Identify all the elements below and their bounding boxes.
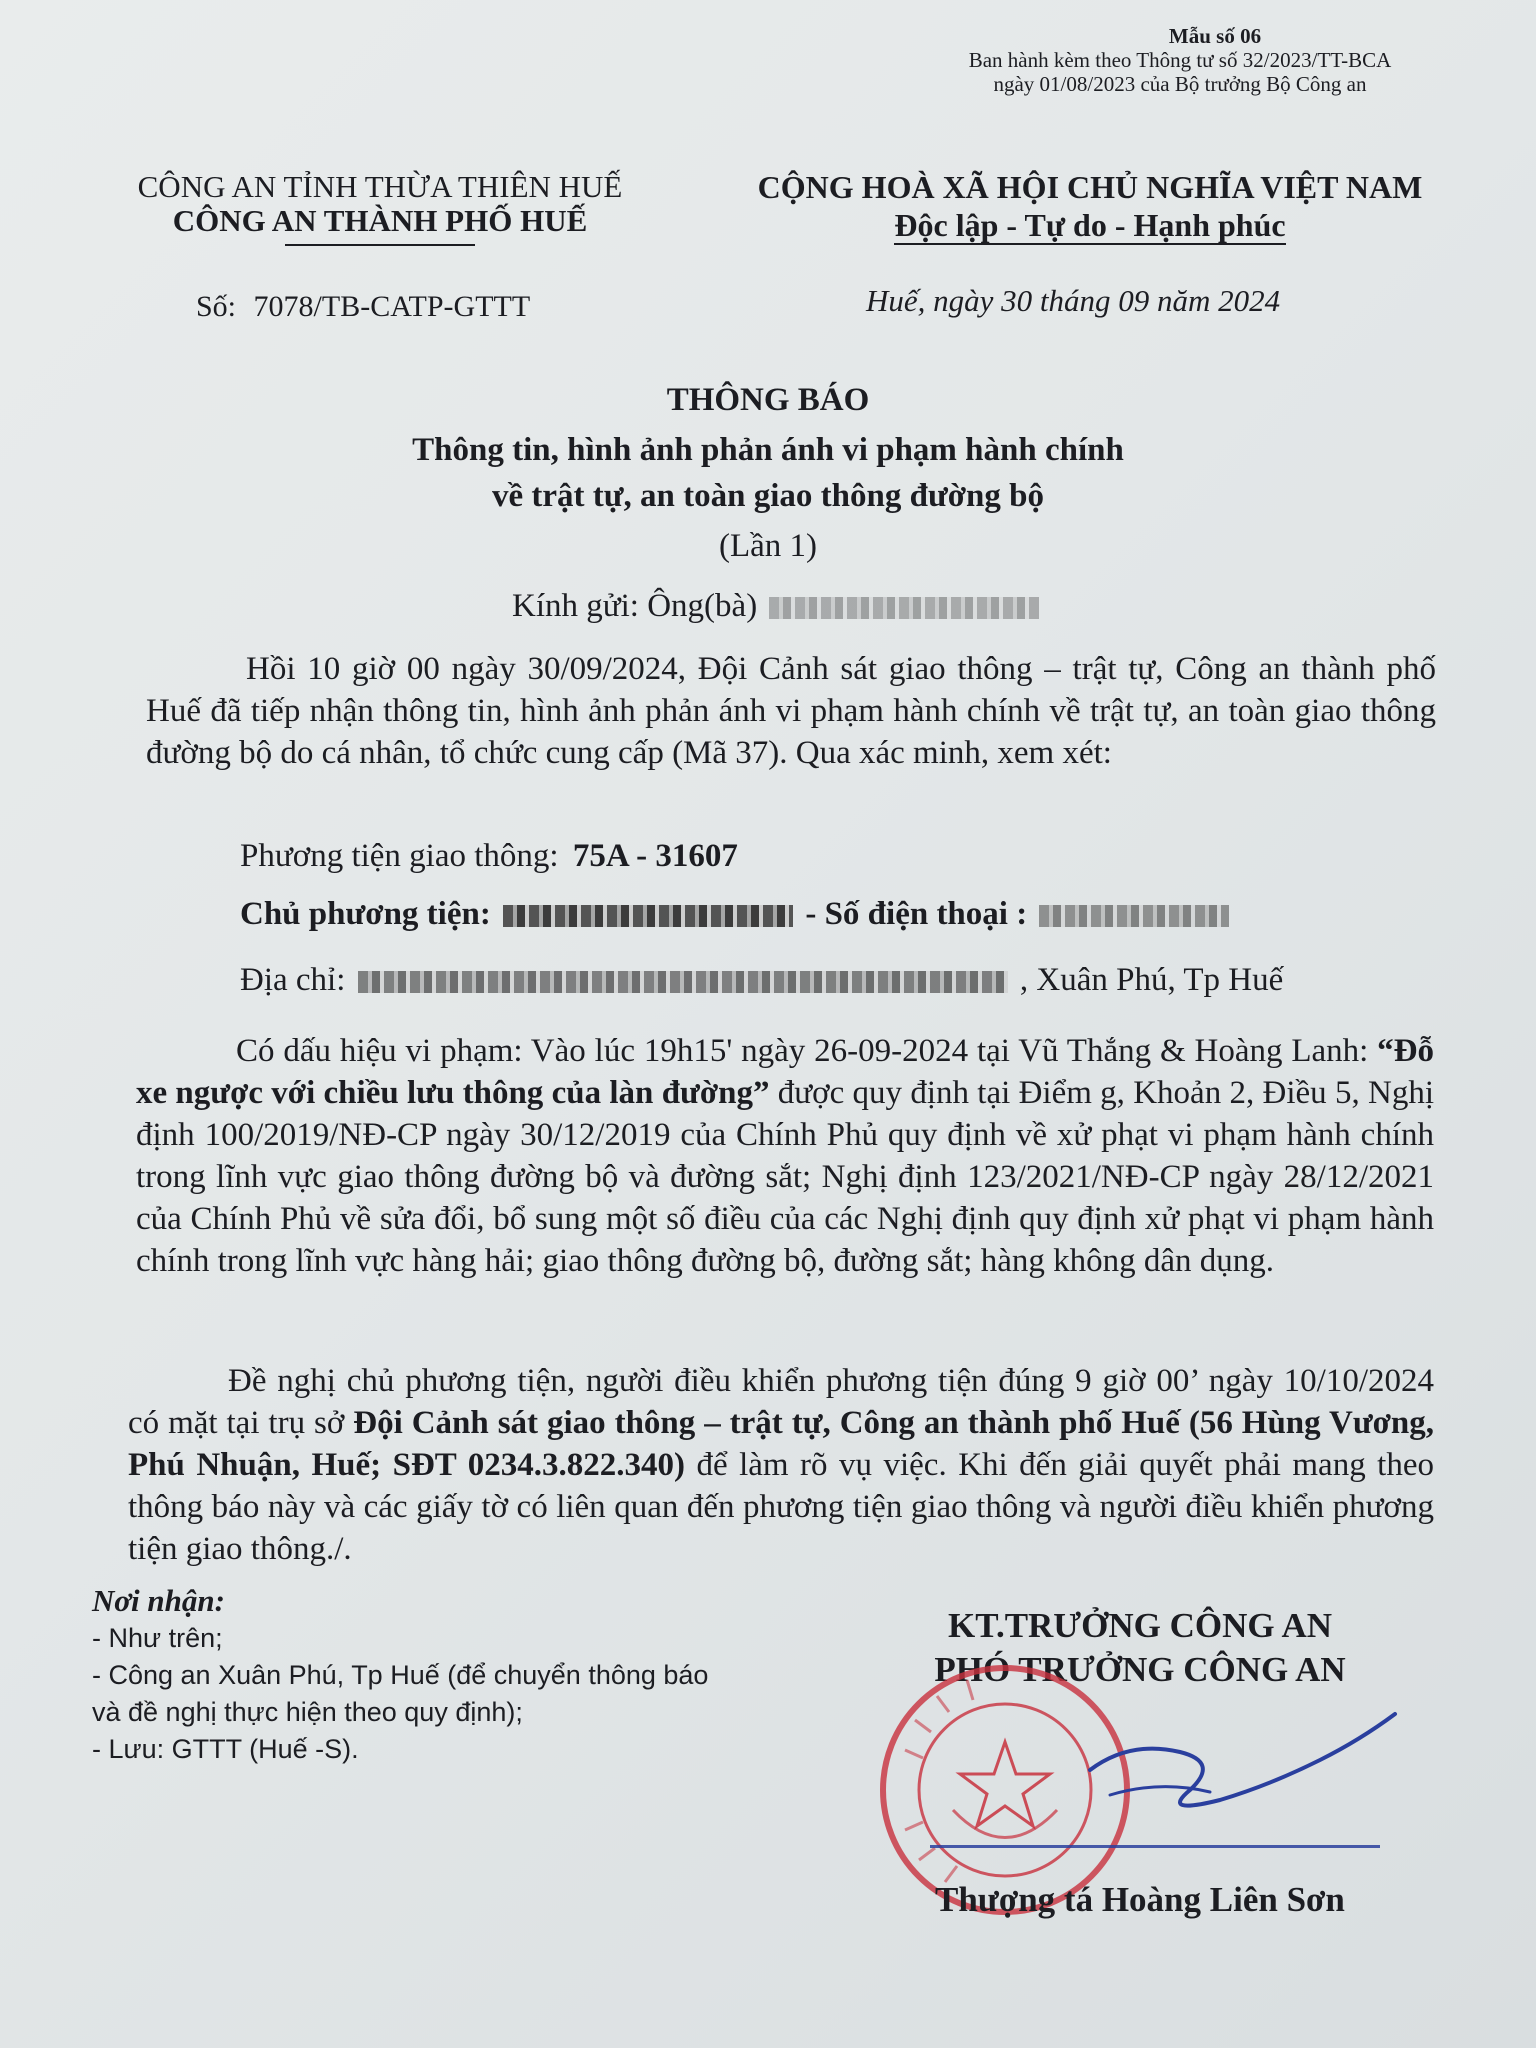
redacted-phone — [1039, 905, 1229, 927]
request-place: Đội Cảnh sát giao thông – trật tự, Công an thành phố Huế (56 Hùng Vương, Phú Nhuận, Huế; SĐT 0234.3.822.340) — [128, 1405, 1435, 1483]
agency-name: CÔNG AN THÀNH PHỐ HUẾ — [172, 203, 588, 238]
address-label: Địa chỉ: — [240, 962, 346, 998]
title-block — [0, 377, 1536, 569]
document-number-value: 7078/TB-CATP-GTTT — [253, 290, 531, 323]
document-date: Huế, ngày 30 tháng 09 năm 2024 — [866, 283, 1281, 318]
owner-label: Chủ phương tiện: — [240, 896, 491, 932]
redacted-owner-name — [503, 905, 793, 927]
signature-title-1: KT.TRƯỞNG CÔNG AN — [947, 1606, 1333, 1645]
vehicle-label: Phương tiện giao thông: — [240, 838, 559, 874]
recipient-line — [512, 588, 1043, 625]
signer-name: Thượng tá Hoàng Liên Sơn — [935, 1880, 1345, 1919]
recipient-label: Kính gửi: Ông(bà) — [512, 588, 758, 624]
recipient-item: - Như trên; — [92, 1623, 223, 1653]
redacted-address — [358, 971, 1008, 993]
phone-label: - Số điện thoại : — [805, 896, 1028, 932]
vehicle-line — [240, 838, 738, 875]
paragraph-request — [128, 1360, 1434, 1570]
request-rest: để làm rõ vụ việc. Khi đến giải quyết phải mang theo thông báo này và các giấy tờ có liên quan đến phương tiện giao thông và người điều khiển phương tiện giao thông./. — [128, 1447, 1434, 1567]
recipient-item: - Công an Xuân Phú, Tp Huế (để chuyển thông báo — [92, 1660, 709, 1690]
document-number — [196, 290, 530, 324]
address-line — [240, 962, 1283, 999]
form-issued-line2: ngày 01/08/2023 của Bộ trưởng Bộ Công an — [993, 72, 1367, 96]
violation-name: “Đỗ xe ngược với chiều lưu thông của làn đường” — [136, 1033, 1434, 1111]
signature-title-2: PHÓ TRƯỞNG CÔNG AN — [934, 1650, 1346, 1689]
form-issued-line1: Ban hành kèm theo Thông tư số 32/2023/TT-BCA — [968, 48, 1392, 72]
form-code: Mẫu số 06 — [1168, 24, 1262, 48]
handwritten-signature — [1070, 1700, 1410, 1860]
national-motto: Độc lập - Tự do - Hạnh phúc — [894, 207, 1286, 243]
redacted-recipient-name — [769, 597, 1039, 619]
paragraph-intro: Hồi 10 giờ 00 ngày 30/09/2024, Đội Cảnh sát giao thông – trật tự, Công an thành phố Huế đã tiếp nhận thông tin, hình ảnh phản ánh vi phạm hành chính về trật tự, an toàn giao thông đường bộ do cá nhân, tổ chức cung cấp (Mã 37). Qua xác minh, xem xét: — [146, 651, 1436, 771]
national-title: CỘNG HOÀ XÃ HỘI CHỦ NGHĨA VIỆT NAM — [757, 169, 1423, 205]
paragraph-violation — [136, 1030, 1434, 1282]
document-title: THÔNG BÁO — [666, 382, 870, 418]
signature-stroke-line — [930, 1845, 1380, 1848]
issuing-agency — [90, 170, 670, 246]
recipients-list — [92, 1620, 812, 1768]
vehicle-plate: 75A - 31607 — [572, 838, 738, 874]
recipients-heading: Nơi nhận: — [92, 1583, 225, 1618]
agency-parent: CÔNG AN TỈNH THỪA THIÊN HUẾ — [137, 169, 623, 204]
recipients-block — [92, 1582, 812, 1768]
address-tail: , Xuân Phú, Tp Huế — [1019, 962, 1284, 998]
owner-line — [240, 896, 1233, 933]
document-subtitle-1: Thông tin, hình ảnh phản ánh vi phạm hành chính — [412, 432, 1124, 468]
recipient-item: và đề nghị thực hiện theo quy định); — [92, 1697, 523, 1727]
agency-underline — [285, 244, 475, 246]
violation-legal-basis: được quy định tại Điểm g, Khoản 2, Điều 5, Nghị định 100/2019/NĐ-CP ngày 30/12/2019 của Chính Phủ quy định về xử phạt vi phạm hành chính trong lĩnh vực giao thông đường bộ và đường sắt; Nghị định 123/2021/NĐ-CP ngày 28/12/2021 của Chính Phủ về sửa đổi, bổ sung một số điều của các Nghị định quy định xử phạt vi phạm hành chính trong lĩnh vực hàng hải; giao thông đường bộ, đường sắt; hàng không dân dụng. — [136, 1075, 1435, 1279]
recipient-item: - Lưu: GTTT (Huế -S). — [92, 1734, 359, 1764]
document-number-label: Số: — [196, 290, 237, 323]
document-subtitle-2: về trật tự, an toàn giao thông đường bộ — [491, 478, 1044, 514]
form-code-block — [900, 24, 1460, 96]
document-round: (Lần 1) — [718, 528, 818, 564]
violation-intro: Có dấu hiệu vi phạm: Vào lúc 19h15' ngày 26-09-2024 tại Vũ Thắng & Hoàng Lanh: — [236, 1033, 1369, 1069]
request-intro: Đề nghị chủ phương tiện, người điều khiển phương tiện đúng 9 giờ 00’ ngày 10/10/2024 có mặt tại trụ sở — [128, 1363, 1434, 1441]
national-header — [720, 168, 1460, 244]
